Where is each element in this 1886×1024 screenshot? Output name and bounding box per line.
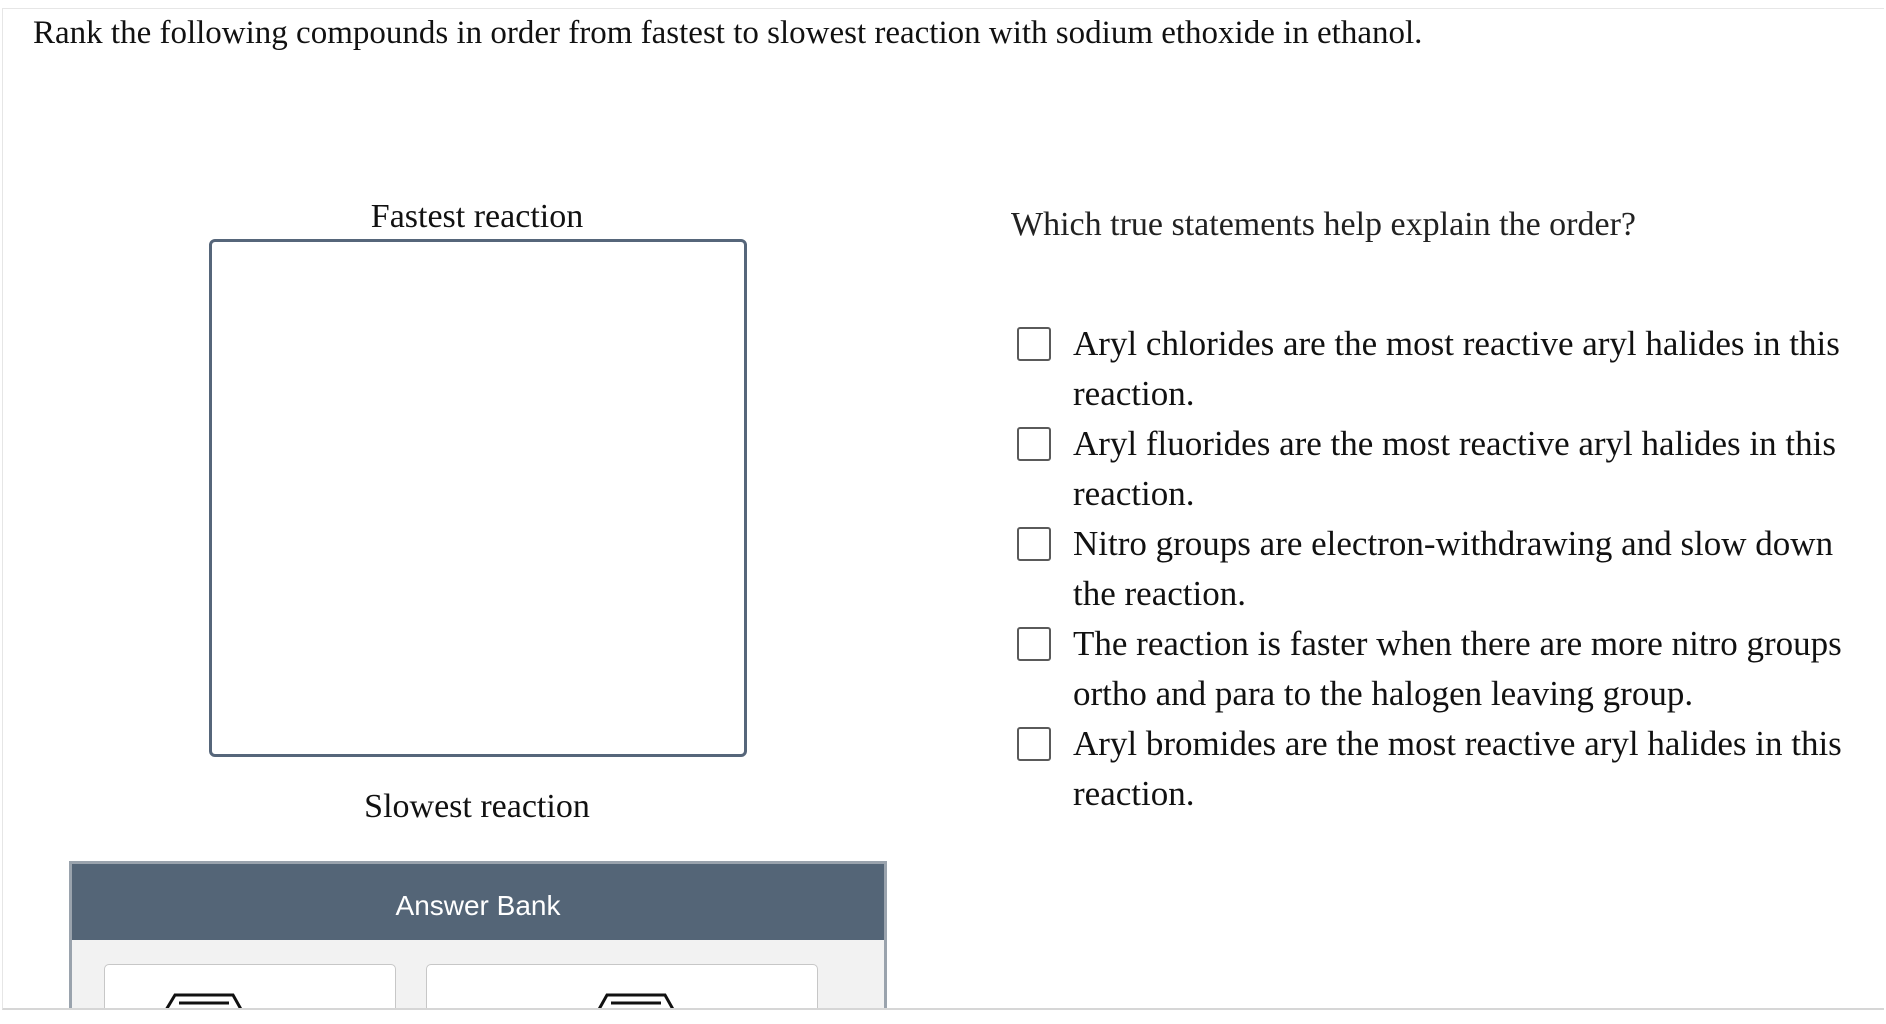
statement-option[interactable]: [1017, 719, 1857, 819]
statement-option[interactable]: [1017, 319, 1857, 419]
compound-tile[interactable]: [104, 964, 396, 1010]
statement-option[interactable]: [1017, 619, 1857, 719]
checkbox[interactable]: [1017, 327, 1051, 361]
statement-options: [1017, 319, 1857, 819]
benzene-ring-structure-icon: [105, 965, 396, 1010]
answer-bank-header: Answer Bank: [72, 864, 884, 940]
statement-text: Aryl fluorides are the most reactive aryl halides in this reaction.: [1073, 424, 1836, 513]
statement-text: Aryl chlorides are the most reactive aryl halides in this reaction.: [1073, 324, 1840, 413]
question-panel: [2, 8, 1884, 1010]
checkbox[interactable]: [1017, 527, 1051, 561]
checkbox[interactable]: [1017, 427, 1051, 461]
slowest-reaction-label: Slowest reaction: [364, 788, 590, 825]
ranking-drop-zone[interactable]: [209, 239, 747, 757]
statement-option[interactable]: [1017, 519, 1857, 619]
statement-text: Nitro groups are electron-withdrawing and slow down the reaction.: [1073, 524, 1834, 613]
question-text: Rank the following compounds in order from fastest to slowest reaction with sodium ethoxide in ethanol.: [33, 15, 1423, 51]
statement-text: The reaction is faster when there are more nitro groups ortho and para to the halogen leaving group.: [1073, 624, 1842, 713]
fastest-reaction-label: Fastest reaction: [370, 198, 584, 235]
compound-tile[interactable]: [426, 964, 818, 1010]
benzene-ring-structure-icon: [427, 965, 818, 1010]
checkbox[interactable]: [1017, 727, 1051, 761]
statement-option[interactable]: [1017, 419, 1857, 519]
answer-bank: [69, 861, 887, 1010]
checkbox[interactable]: [1017, 627, 1051, 661]
explanation-prompt: Which true statements help explain the order?: [1011, 206, 1636, 243]
statement-text: Aryl bromides are the most reactive aryl halides in this reaction.: [1073, 724, 1842, 813]
